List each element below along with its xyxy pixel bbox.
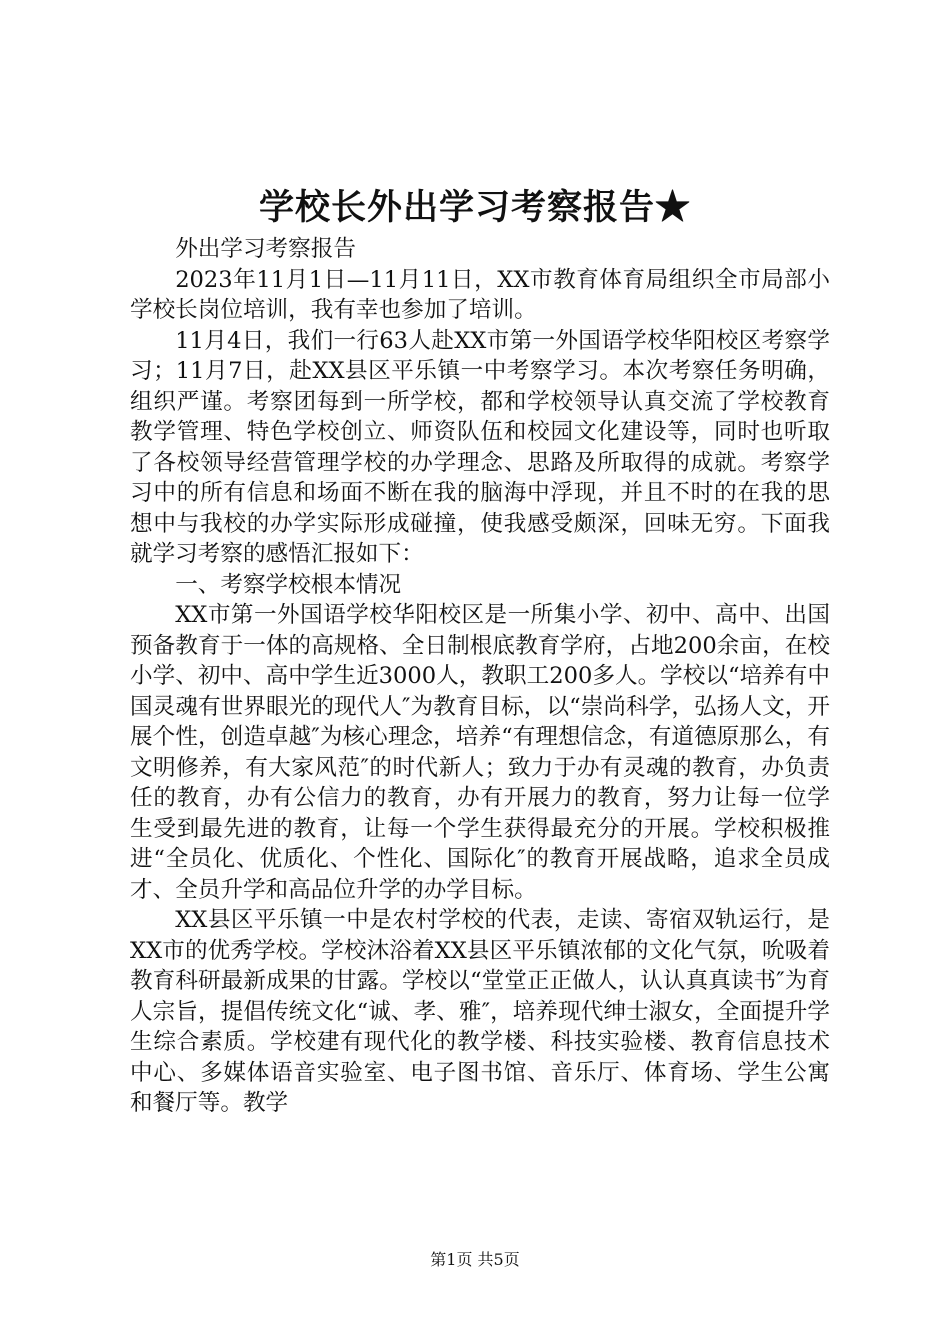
paragraph: 11月4日，我们一行63人赴XX市第一外国语学校华阳校区考察学习；11月7日，赴XX县区平乐镇一中考察学习。本次考察任务明确，组织严谨。考察团每到一所学校，都和学校领导认真交流了学校教育教学管理、特色学校创立、师资队伍和校园文化建设等，同时也听取了各校领导经营管理学校的办学理念、思路及所取得的成就。考察学习中的所有信息和场面不断在我的脑海中浮现，并且不时的在我的思想中与我校的办学实际形成碰撞，使我感受颇深，回味无穷。下面我就学习考察的感悟汇报如下： — [130, 327, 830, 567]
paragraph-subtitle: 外出学习考察报告 — [175, 236, 356, 262]
paragraph: 2023年11月1日—11月11日，XX市教育体育局组织全市局部小学校长岗位培训，我有幸也参加了培训。 — [130, 266, 830, 323]
paragraph: XX市第一外国语学校华阳校区是一所集小学、初中、高中、出国预备教育于一体的高规格、全日制根底教育学府，占地200余亩，在校小学、初中、高中学生近3000人，教职工200多人。学校以“培养有中国灵魂有世界眼光的现代人″为教育目标，以“崇尚科学，弘扬人文，开展个性，创造卓越″为核心理念，培养“有理想信念，有道德原那么，有文明修养，有大家风范″的时代新人；致力于办有灵魂的教育，办负责任的教育，办有公信力的教育，办有开展力的教育，努力让每一位学生受到最先进的教育，让每一个学生获得最充分的开展。学校积极推进“全员化、优质化、个性化、国际化″的教育开展战略，追求全员成才、全员升学和高品位升学的办学目标。 — [130, 602, 830, 903]
paragraph: XX县区平乐镇一中是农村学校的代表，走读、寄宿双轨运行，是XX市的优秀学校。学校沐浴着XX县区平乐镇浓郁的文化气氛，吮吸着教育科研最新成果的甘露。学校以“堂堂正正做人，认认真真读书″为育人宗旨，提倡传统文化“诚、孝、雅″，培养现代绅士淑女，全面提升学生综合素质。学校建有现代化的教学楼、科技实验楼、教育信息技术中心、多媒体语音实验室、电子图书馆、音乐厅、体育场、学生公寓和餐厅等。教学 — [130, 907, 830, 1116]
page-number-footer: 第1页 共5页 — [430, 1250, 520, 1269]
section-heading: 一、考察学校根本情况 — [175, 571, 402, 598]
document-title: 学校长外出学习考察报告★ — [258, 187, 691, 228]
document-body — [130, 234, 830, 1119]
